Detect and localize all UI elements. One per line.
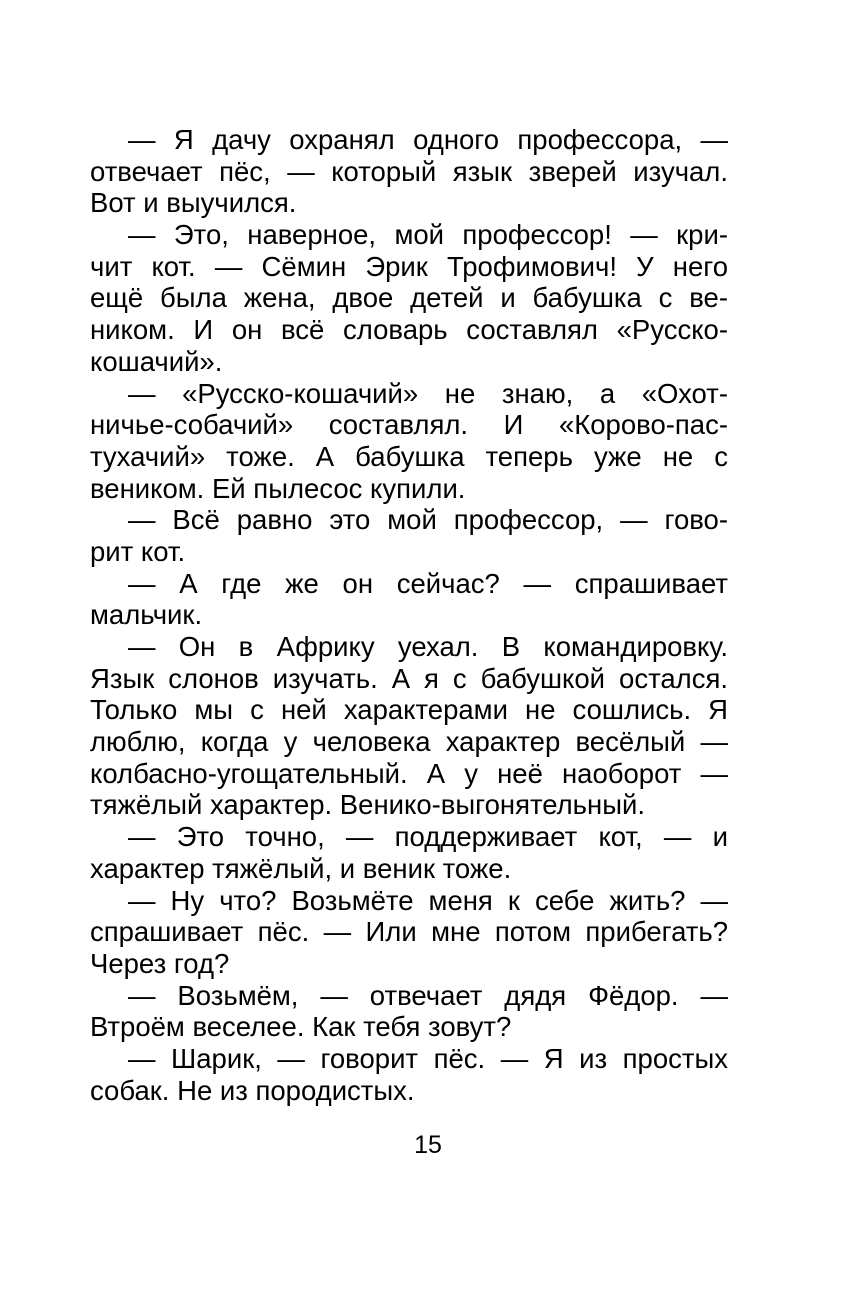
- text-line: — Я дачу охранял одного профессора, —: [128, 124, 728, 155]
- paragraph: [90, 1043, 728, 1106]
- text-line: Втроём веселее. Как тебя зовут?: [90, 1011, 512, 1043]
- text-line: спрашивает пёс. — Или мне потом прибегать?: [90, 916, 728, 948]
- text-line: кошачий».: [90, 345, 223, 377]
- text-line: люблю, когда у человека характер весёлый —: [90, 726, 728, 758]
- text-line: — Возьмём, — отвечает дядя Фёдор. —: [128, 979, 728, 1011]
- text-line: ничье-собачий» составлял. И «Корово-пас-: [90, 409, 728, 441]
- text-line: Вот и выучился.: [90, 187, 297, 219]
- text-line: ещё была жена, двое детей и бабушка с ве-: [90, 282, 728, 314]
- text-line: — «Русско-кошачий» не знаю, а «Охот-: [128, 377, 728, 409]
- paragraph: [90, 568, 728, 631]
- paragraph: [90, 504, 728, 567]
- text-line: колбасно-угощательный. А у неё наоборот —: [90, 757, 728, 789]
- text-line: — Шарик, — говорит пёс. — Я из простых: [128, 1042, 728, 1074]
- paragraph: [90, 821, 728, 884]
- paragraph: [90, 219, 728, 377]
- paragraph: [90, 980, 728, 1043]
- text-line: — А где же он сейчас? — спрашивает: [128, 567, 728, 599]
- text-line: тяжёлый характер. Венико-выгонятельный.: [90, 789, 645, 821]
- body-text: [90, 124, 728, 1106]
- text-line: Язык слонов изучать. А я с бабушкой остался.: [90, 662, 728, 694]
- text-line: собак. Не из породистых.: [90, 1074, 415, 1106]
- text-line: характер тяжёлый, и веник тоже.: [90, 852, 512, 884]
- paragraph: [90, 885, 728, 980]
- paragraph: [90, 124, 728, 219]
- text-line: Через год?: [90, 947, 230, 979]
- text-line: ником. И он всё словарь составлял «Русско-: [90, 314, 728, 346]
- text-line: — Он в Африку уехал. В командировку.: [128, 631, 728, 662]
- text-line: мальчик.: [90, 599, 203, 631]
- text-line: — Это точно, — поддерживает кот, — и: [128, 821, 728, 853]
- text-line: отвечает пёс, — который язык зверей изучал.: [90, 155, 728, 187]
- page-number: 15: [414, 1131, 442, 1159]
- text-line: Только мы с ней характерами не сошлись. Я: [90, 694, 728, 726]
- text-line: — Ну что? Возьмёте меня к себе жить? —: [128, 884, 728, 916]
- text-line: чит кот. — Сёмин Эрик Трофимович! У него: [90, 250, 728, 282]
- text-line: — Это, наверное, мой профессор! — кри-: [128, 219, 728, 251]
- text-line: рит кот.: [90, 535, 186, 567]
- text-line: — Всё равно это мой профессор, — гово-: [128, 504, 728, 536]
- paragraph: [90, 631, 728, 821]
- paragraph: [90, 378, 728, 505]
- text-line: тухачий» тоже. А бабушка теперь уже не с: [90, 440, 728, 472]
- text-line: веником. Ей пылесос купили.: [90, 472, 466, 504]
